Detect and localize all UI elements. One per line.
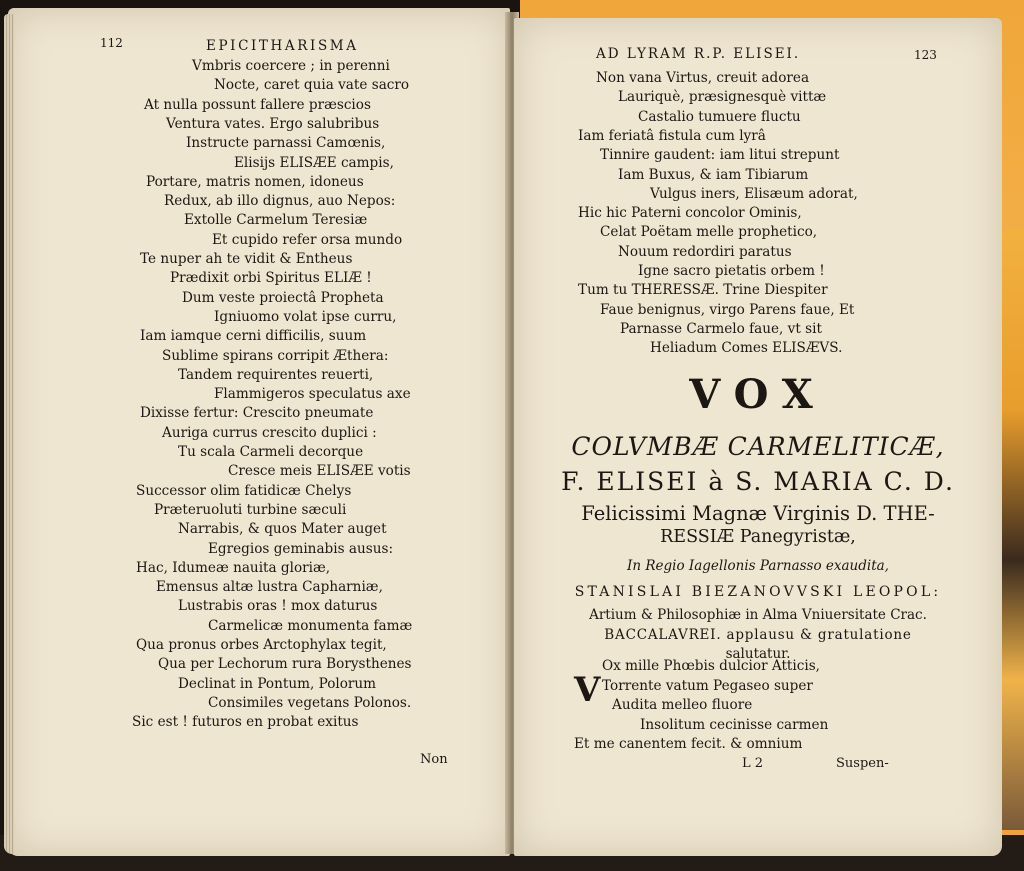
title-baccalaurei: BACCALAVREI. applausu & gratulatione xyxy=(604,627,912,643)
title-vox: VOX xyxy=(689,371,827,418)
left-running-head: EPICITHARISMA xyxy=(206,38,359,54)
verse-line: Redux, ab illo dignus, auo Nepos: xyxy=(164,193,396,210)
verse-line: Nouum redordiri paratus xyxy=(618,243,792,260)
verse-line: Iam iamque cerni difficilis, suum xyxy=(140,328,367,345)
verse-line: Qua pronus orbes Arctophylax tegit, xyxy=(136,637,387,653)
ode-line: Et me canentem fecit. & omnium xyxy=(574,736,803,752)
verse-line: Tu scala Carmeli decorque xyxy=(178,444,364,460)
verse-line: Extolle Carmelum Teresiæ xyxy=(184,212,368,229)
left-page xyxy=(8,8,510,856)
verse-line: Instructe parnassi Camœnis, xyxy=(186,135,386,152)
title-columbae: COLVMBÆ CARMELITICÆ, xyxy=(571,432,945,461)
verse-line: Faue benignus, virgo Parens faue, Et xyxy=(600,301,855,318)
verse-line: Tinnire gaudent: iam litui strepunt xyxy=(600,147,840,164)
verse-line: Narrabis, & quos Mater auget xyxy=(178,521,387,538)
verse-line: Celat Poëtam melle prophetico, xyxy=(600,224,818,241)
title-panegyristae: RESSIÆ Panegyristæ, xyxy=(660,527,856,547)
verse-line: Sic est ! futuros en probat exitus xyxy=(132,714,359,731)
right-page xyxy=(514,18,1002,856)
verse-line: Hac, Idumeæ nauita gloriæ, xyxy=(136,559,331,576)
verse-line: Elisijs ELISÆE campis, xyxy=(234,154,394,171)
right-catchword: Suspen- xyxy=(836,756,889,771)
ode-dropcap: V xyxy=(574,670,601,710)
verse-line: Igne sacro pietatis orbem ! xyxy=(638,263,825,279)
verse-line: Lauriquè, præsignesquè vittæ xyxy=(618,89,827,106)
verse-line: Emensus altæ lustra Capharniæ, xyxy=(156,579,383,596)
verse-line: Tandem requirentes reuerti, xyxy=(178,366,374,383)
ode-line: Ox mille Phœbis dulcior Atticis, xyxy=(602,658,820,674)
verse-line: Vmbris coercere ; in perenni xyxy=(192,58,390,74)
title-author: STANISLAI BIEZANOVVSKI LEOPOL: xyxy=(574,584,942,600)
verse-line: Iam Buxus, & iam Tibiarum xyxy=(618,166,809,183)
verse-line: Qua per Lechorum rura Borysthenes xyxy=(158,656,412,673)
verse-line: Parnasse Carmelo faue, vt sit xyxy=(620,320,822,337)
verse-line: Portare, matris nomen, idoneus xyxy=(146,173,364,190)
left-catchword: Non xyxy=(420,752,448,767)
verse-line: Auriga currus crescito duplici : xyxy=(162,424,377,441)
verse-line: Et cupido refer orsa mundo xyxy=(212,231,403,248)
verse-line: Prædixit orbi Spiritus ELIÆ ! xyxy=(170,270,372,287)
verse-line: At nulla possunt fallere præscios xyxy=(144,96,371,113)
title-elisei: F. ELISEI à S. MARIA C. D. xyxy=(561,467,955,496)
title-felicissimi: Felicissimi Magnæ Virginis D. THE- xyxy=(581,502,935,525)
title-artium: Artium & Philosophiæ in Alma Vniuersitate Crac. xyxy=(589,607,927,623)
verse-line: Dixisse fertur: Crescito pneumate xyxy=(140,405,374,422)
signature-mark: L 2 xyxy=(742,756,764,771)
verse-line: Tum tu THERESSÆ. Trine Diespiter xyxy=(578,282,828,299)
verse-line: Heliadum Comes ELISÆVS. xyxy=(650,340,843,357)
verse-line: Sublime spirans corripit Æthera: xyxy=(162,347,389,364)
verse-line: Carmelicæ monumenta famæ xyxy=(208,617,413,634)
verse-line: Te nuper ah te vidit & Entheus xyxy=(140,251,353,267)
verse-line: Declinat in Pontum, Polorum xyxy=(178,675,377,692)
verse-line: Cresce meis ELISÆE votis xyxy=(228,463,411,480)
verse-line: Egregios geminabis ausus: xyxy=(208,540,394,557)
title-parnasso: In Regio Iagellonis Parnasso exaudita, xyxy=(627,558,889,574)
verse-line: Vulgus iners, Elisæum adorat, xyxy=(650,185,858,202)
page-edges xyxy=(4,14,14,854)
verse-line: Ventura vates. Ergo salubribus xyxy=(166,115,380,132)
right-running-head: AD LYRAM R.P. ELISEI. xyxy=(596,46,801,62)
left-page-number: 112 xyxy=(100,36,123,50)
ode-line: Audita melleo fluore xyxy=(612,697,753,713)
verse-line: Castalio tumuere fluctu xyxy=(638,108,801,125)
verse-line: Præteruoluti turbine sæculi xyxy=(154,501,347,518)
verse-line: Hic hic Paterni concolor Ominis, xyxy=(578,205,802,222)
verse-line: Successor olim fatidicæ Chelys xyxy=(136,482,352,499)
right-page-number: 123 xyxy=(914,48,937,62)
verse-line: Non vana Virtus, creuit adorea xyxy=(596,70,810,86)
verse-line: Lustrabis oras ! mox daturus xyxy=(178,598,378,615)
ode-line: Torrente vatum Pegaseo super xyxy=(602,677,813,694)
verse-line: Dum veste proiectâ Propheta xyxy=(182,289,384,306)
verse-line: Flammigeros speculatus axe xyxy=(214,386,411,403)
verse-line: Iam feriatâ fistula cum lyrâ xyxy=(578,127,766,144)
verse-line: Nocte, caret quia vate sacro xyxy=(214,77,410,94)
ode-line: Insolitum cecinisse carmen xyxy=(640,716,829,733)
verse-line: Igniuomo volat ipse curru, xyxy=(214,308,397,325)
title-salutatur: salutatur. xyxy=(725,646,791,662)
verse-line: Consimiles vegetans Polonos. xyxy=(208,694,412,711)
